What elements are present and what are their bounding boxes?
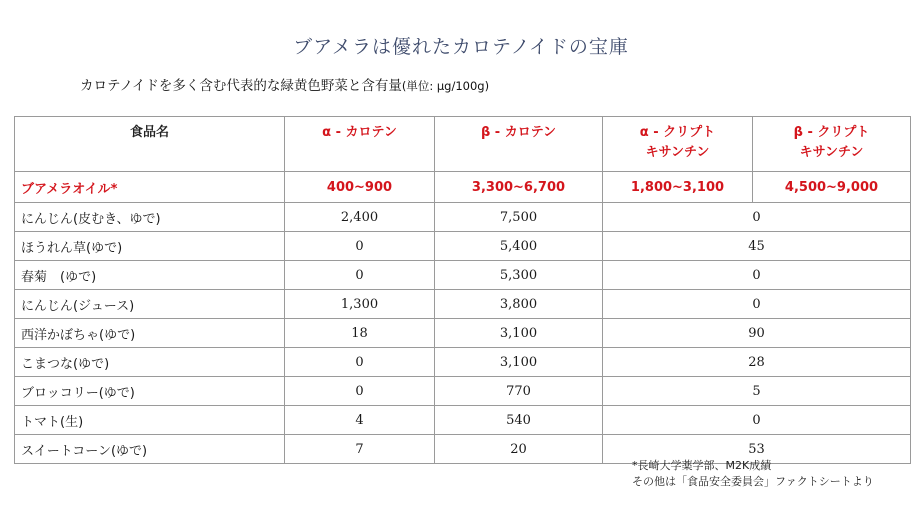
row-name: にんじん(皮むき、ゆで) [15, 203, 285, 232]
cell-alpha-carotene: 0 [285, 261, 435, 290]
header-beta-cryptoxanthin: β - クリプト キサンチン [753, 117, 911, 172]
highlight-row-buamela-oil [15, 172, 911, 203]
cell-beta-carotene: 3,100 [435, 348, 603, 377]
cell-alpha-cryptoxanthin: 1,800~3,100 [603, 172, 753, 203]
header-alpha-carotene: α - カロテン [285, 117, 435, 172]
cell-alpha-carotene: 4 [285, 406, 435, 435]
row-name: ブアメラオイル* [15, 172, 285, 203]
header-food-name: 食品名 [15, 117, 285, 172]
cell-alpha-carotene: 7 [285, 435, 435, 464]
cell-alpha-carotene: 1,300 [285, 290, 435, 319]
note-line: *長崎大学薬学部、M2K成績 [632, 459, 772, 472]
row-name: ブロッコリー(ゆで) [15, 377, 285, 406]
caption-text: カロテノイドを多く含む代表的な緑黄色野菜と含有量 [80, 78, 402, 94]
table-row [15, 377, 911, 406]
table-caption [80, 74, 489, 94]
cell-beta-carotene: 20 [435, 435, 603, 464]
cell-cryptoxanthin-merged: 0 [603, 261, 911, 290]
cell-alpha-carotene: 0 [285, 232, 435, 261]
note-line: その他は「食品安全委員会」ファクトシートより [632, 475, 874, 488]
row-name: こまつな(ゆで) [15, 348, 285, 377]
cell-alpha-carotene: 0 [285, 377, 435, 406]
cell-beta-carotene: 3,300~6,700 [435, 172, 603, 203]
cell-alpha-carotene: 2,400 [285, 203, 435, 232]
table-row [15, 232, 911, 261]
cell-cryptoxanthin-merged: 28 [603, 348, 911, 377]
row-name: 西洋かぼちゃ(ゆで) [15, 319, 285, 348]
cell-alpha-carotene: 18 [285, 319, 435, 348]
cell-beta-carotene: 5,300 [435, 261, 603, 290]
row-name: にんじん(ジュース) [15, 290, 285, 319]
cell-beta-carotene: 3,100 [435, 319, 603, 348]
cell-cryptoxanthin-merged: 90 [603, 319, 911, 348]
row-name: ほうれん草(ゆで) [15, 232, 285, 261]
cell-cryptoxanthin-merged: 0 [603, 290, 911, 319]
header-alpha-cryptoxanthin: α - クリプト キサンチン [603, 117, 753, 172]
header-row [15, 117, 911, 172]
header-beta-carotene: β - カロテン [435, 117, 603, 172]
cell-beta-carotene: 540 [435, 406, 603, 435]
row-name: トマト(生) [15, 406, 285, 435]
cell-cryptoxanthin-merged: 45 [603, 232, 911, 261]
cell-beta-carotene: 3,800 [435, 290, 603, 319]
cell-cryptoxanthin-merged: 53 [603, 435, 911, 464]
row-name: スイートコーン(ゆで) [15, 435, 285, 464]
table-row [15, 261, 911, 290]
table-row [15, 406, 911, 435]
unit-text: (単位: μg/100g) [401, 79, 490, 93]
cell-alpha-carotene: 400~900 [285, 172, 435, 203]
table-row [15, 203, 911, 232]
carotenoid-table [14, 116, 911, 464]
cell-cryptoxanthin-merged: 5 [603, 377, 911, 406]
cell-cryptoxanthin-merged: 0 [603, 406, 911, 435]
row-name: 春菊 (ゆで) [15, 261, 285, 290]
table-row [15, 319, 911, 348]
page-title: ブアメラは優れたカロテノイドの宝庫 [293, 36, 629, 58]
cell-cryptoxanthin-merged: 0 [603, 203, 911, 232]
cell-alpha-carotene: 0 [285, 348, 435, 377]
source-notes [632, 458, 874, 490]
cell-beta-carotene: 770 [435, 377, 603, 406]
cell-beta-carotene: 5,400 [435, 232, 603, 261]
table-row [15, 348, 911, 377]
cell-beta-carotene: 7,500 [435, 203, 603, 232]
table-row [15, 290, 911, 319]
cell-beta-cryptoxanthin: 4,500~9,000 [753, 172, 911, 203]
